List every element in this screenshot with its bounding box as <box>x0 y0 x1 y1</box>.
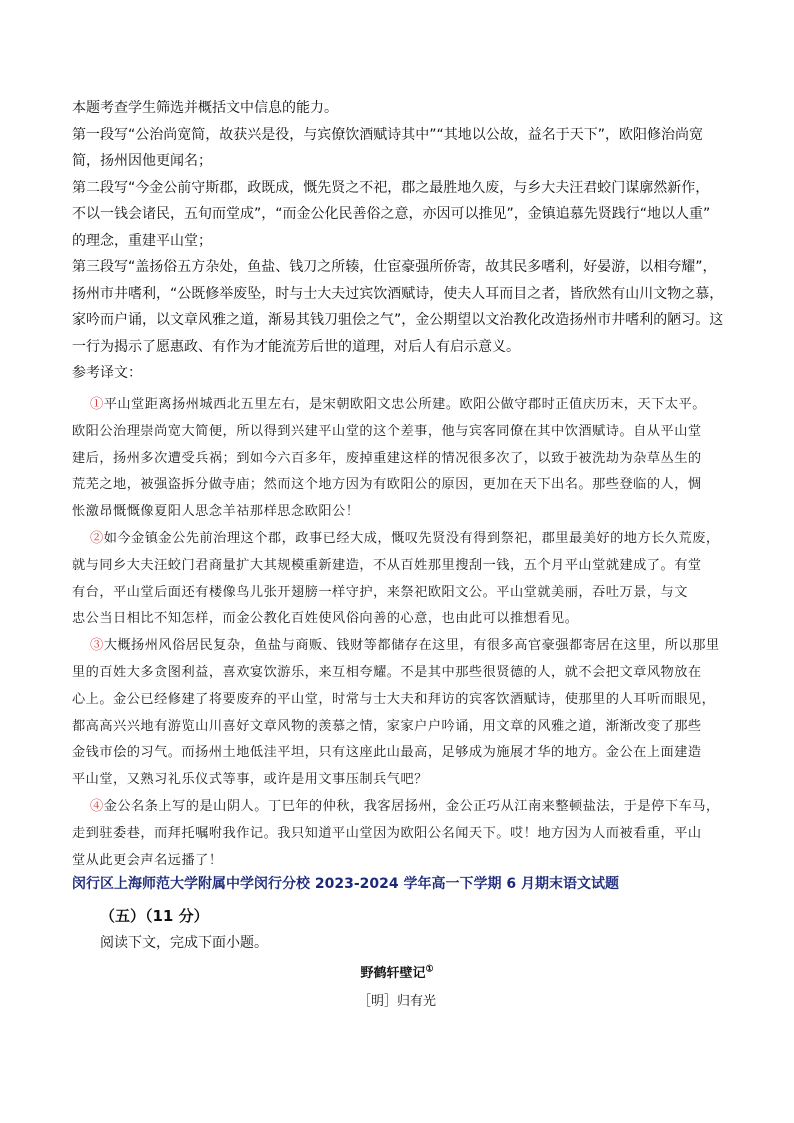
translation-line: 就与同乡大夫汪蛟门君商量扩大其规模重新建造，不从百姓那里搜刮一钱，五个月平山堂就建成了。有堂 <box>72 557 702 573</box>
translation-line: 怅激昂慨慨像夏阳人思念羊祜那样思念欧阳公！ <box>72 504 360 520</box>
passage-author: ［明］归有光 <box>357 994 436 1009</box>
translation-paragraph-4 <box>72 794 732 874</box>
analysis-line: 第一段写“公治尚宽简，故获兴是役，与宾僚饮酒赋诗其中”“其地以公故，益名于天下”，欧阳修治尚宽 <box>72 126 704 143</box>
translation-line: 欧阳公治理崇尚宽大简便，所以得到兴建平山堂的这个差事，他与宾客同僚在其中饮酒赋诗。自从平山堂 <box>72 423 702 439</box>
question-prompt: 阅读下文，完成下面小题。 <box>100 935 268 951</box>
footnote-marker: ① <box>425 964 434 975</box>
translation-line: 平山堂距离扬州城西北五里左右，是宋朝欧阳文忠公所建。欧阳公做守郡时正值庆历末，天下太平。 <box>103 397 706 412</box>
section-label: （五）（11 分） <box>100 907 209 925</box>
passage-title-text: 野鹤轩壁记 <box>360 966 426 981</box>
translation-line: 走到驻委巷，而拜托嘱咐我作记。我只知道平山堂因为欧阳公名闻天下。哎！地方因为人而被看重，平山 <box>72 825 702 841</box>
analysis-line: 的理念，重建平山堂； <box>72 232 212 249</box>
paragraph-number: ③ <box>90 638 104 654</box>
translation-paragraph-1 <box>72 392 732 526</box>
translation-line: 堂从此更会声名远播了！ <box>72 852 223 868</box>
translation-line: 大概扬州风俗居民复杂，鱼盐与商贩、钱财等都储存在这里，有很多高官豪强都寄居在这里，所以那里 <box>103 638 720 654</box>
translation-block <box>72 392 732 874</box>
translation-line: 金公名条上写的是山阴人。丁巳年的仲秋，我客居扬州，金公正巧从江南来整顿盐法，于是停下车马， <box>103 798 720 814</box>
translation-paragraph-3 <box>72 633 732 794</box>
analysis-line: 家吟而户诵，以文章风雅之道，渐易其钱刀驵侩之气”，金公期望以文治教化改造扬州市井嗜利的陋习。这 <box>72 312 724 328</box>
translation-line: 荒芜之地，被强盗拆分做寺庙；然而这个地方因为有欧阳公的原因，更加在天下出名。那些登临的人，惆 <box>72 477 702 493</box>
translation-line: 平山堂，又熟习礼乐仪式等事，或许是用文事压制兵气吧？ <box>72 772 428 788</box>
analysis-line: 简，扬州因他更闻名； <box>72 153 212 169</box>
translation-line: 都高高兴兴地有游览山川喜好文章风物的羡慕之情，家家户户吟诵，用文章的风雅之道，渐渐改变了那些 <box>72 718 702 734</box>
analysis-line: 本题考查学生筛选并概括文中信息的能力。 <box>72 100 338 116</box>
translation-line: 里的百姓大多贪图利益，喜欢宴饮游乐，来互相夸耀。不是其中那些很贤德的人，就不会把文章风物放在 <box>72 664 702 680</box>
exam-source: 闵行区上海师范大学附属中学闵行分校 2023-2024 学年高一下学期 6 月期末语文试题 <box>72 876 619 892</box>
translation-line: 如今金镇金公先前治理这个郡，政事已经大成，慨叹先贤没有得到祭祀，郡里最美好的地方长久荒废， <box>103 530 720 546</box>
passage-title <box>0 962 794 981</box>
paragraph-number: ② <box>90 530 104 546</box>
translation-line: 金钱市侩的习气。而扬州土地低洼平坦，只有这座此山最高，足够成为施展才华的地方。金公在上面建造 <box>72 745 702 761</box>
paragraph-number: ① <box>90 397 104 412</box>
analysis-line: 扬州市井嗜利，“公既修举废坠，时与士大夫过宾饮酒赋诗，使夫人耳而目之者，皆欣然有山川文物之慕， <box>72 285 724 302</box>
translation-line: 心上。金公已经修建了将要废弃的平山堂，时常与士大夫和拜访的宾客饮酒赋诗，使那里的人耳听而眼见， <box>72 691 716 707</box>
translation-line: 有台，平山堂后面还有楼像鸟儿张开翅膀一样守护，来祭祀欧阳文公。平山堂就美丽，吞吐万景，与文 <box>72 584 688 600</box>
translation-heading: 参考译文： <box>72 365 142 381</box>
analysis-block <box>72 95 732 387</box>
analysis-line: 一行为揭示了愿惠政、有作为才能流芳后世的道理，对后人有启示意义。 <box>72 338 520 355</box>
translation-paragraph-2 <box>72 526 732 633</box>
analysis-line: 第三段写“盖扬俗五方杂处，鱼盐、钱刀之所辏，仕宦豪强所侨寄，故其民多嗜利，好晏游，以相夸耀”， <box>72 259 717 275</box>
translation-line: 建后，扬州多次遭受兵祸；到如今六百多年，废掉重建这样的情况很多次了，以致于被洗劫为杂草丛生的 <box>72 450 702 466</box>
translation-line: 忠公当日相比不知怎样，而金公教化百姓使风俗向善的心意，也由此可以推想看见。 <box>72 611 579 627</box>
paragraph-number: ④ <box>90 798 104 814</box>
analysis-line: 不以一钱会诸民，五旬而堂成”，“而金公化民善俗之意，亦因可以推见”，金镇追慕先贤践行“地以人重” <box>72 206 711 222</box>
analysis-line: 第二段写“今金公前守斯郡，政既成，慨先贤之不祀，郡之最胜地久废，与乡大夫汪君蛟门谋廓然新作， <box>72 179 710 196</box>
